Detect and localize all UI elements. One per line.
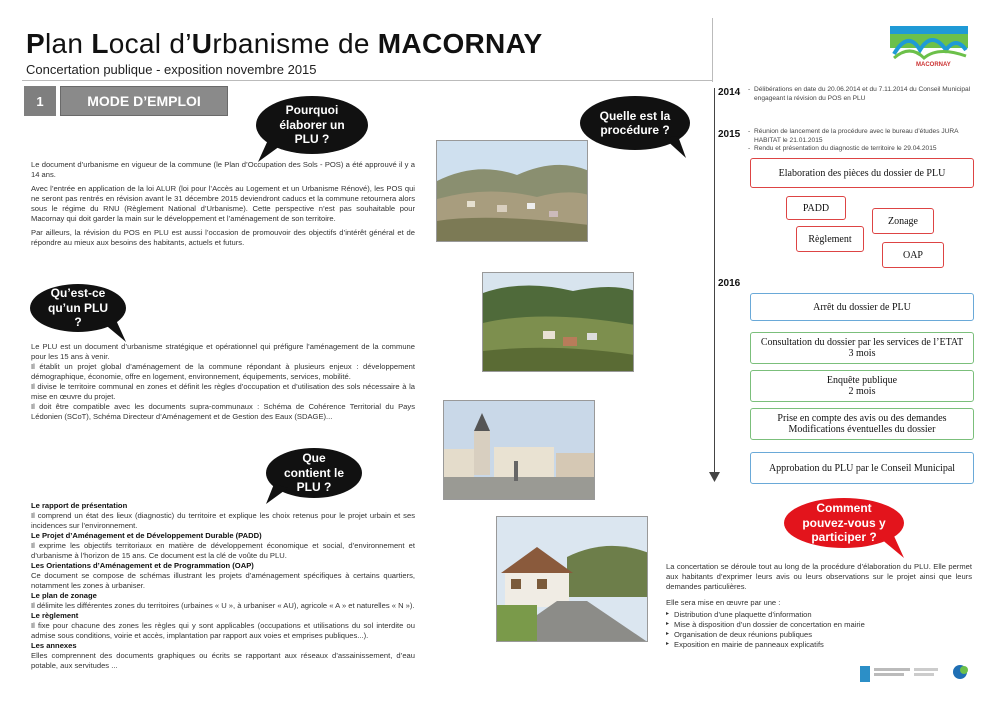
- step-zonage-label: Zonage: [888, 215, 918, 227]
- list-item: ▸ Organisation de deux réunions publiques: [666, 630, 972, 640]
- list-item: ▸ Exposition en mairie de panneaux explicatifs: [666, 640, 972, 650]
- step-oap-label: OAP: [902, 249, 923, 261]
- bubble-participer-tail: [880, 536, 906, 560]
- contient-heading: Les annexes: [31, 641, 77, 651]
- quest-paragraph: Il établit un projet global d’aménagement de la commune répondant à plusieurs enjeux : développement démographique, économie, offre en logement, environnement, équipements, services, mobilité.: [31, 362, 415, 382]
- bubble-procedure-text: Quelle est la procédure ?: [599, 108, 671, 137]
- year-2015-events: [748, 128, 974, 154]
- step-prise-sublabel: Modifications éventuelles du dossier: [788, 424, 936, 435]
- timeline-event: - Rendu et présentation du diagnostic de territoire le 29.04.2015: [748, 145, 974, 154]
- header-divider: [22, 80, 712, 81]
- quest-paragraph: Il doit être compatible avec les documents supra-communaux : Schéma de Cohérence Territorial du Pays Lédonien (SCoT), Schéma Directeur d’Aménagement et de Gestion des Eaux (SDAGE)...: [31, 402, 415, 422]
- contient-heading: Le règlement: [31, 611, 79, 621]
- photo-church-square: [443, 400, 595, 500]
- contient-body: Il délimite les différentes zones du territoires (urbaines « U », à urbaniser « AU), agricole « A » et naturelles « N »).: [31, 601, 415, 611]
- quest-paragraph: Le PLU est un document d’urbanisme stratégique et opérationnel qui préfigure l’aménagement de la commune pour les 15 ans à venir.: [31, 342, 415, 362]
- partner-logos: [860, 662, 978, 684]
- title-part: ocal d’: [108, 28, 192, 59]
- timeline-arrow-icon: [709, 472, 720, 482]
- step-prise-label: Prise en compte des avis ou des demandes: [777, 413, 947, 424]
- quest-paragraph: Il divise le territoire communal en zones et définit les règles d’occupation et d’utilisation des sols nécessaire à la mise en œuvre du projet.: [31, 382, 415, 402]
- step-enquete-label: Enquête publique: [826, 375, 898, 386]
- title-part: lan: [44, 28, 92, 59]
- timeline-event: - Réunion de lancement de la procédure avec le bureau d’études JURA HABITAT le 21.01.2015: [748, 128, 974, 145]
- participer-intro: Elle sera mise en œuvre par une :: [666, 598, 781, 608]
- contient-body: Il exprime les objectifs territoriaux en matière de développement économique et social, d’environnement et d’urbanisme à l’horizon de 15 ans. Ce document est la clé de voûte du PLU.: [31, 541, 415, 561]
- contient-item: [31, 641, 415, 671]
- section-number: 1: [24, 86, 56, 116]
- step-approbation-label: Approbation du PLU par le Conseil Municipal: [768, 462, 956, 474]
- contient-body: Il fixe pour chacune des zones les règles qui y sont applicables (occupations et utilisations du sol interdite ou admise sous conditions, voirie et accès, implantation par rapport aux voies et emprises publiques...).: [31, 621, 415, 641]
- step-approbation: [750, 452, 974, 484]
- bubble-pourquoi-text: Pourquoi élaborer un PLU ?: [279, 103, 345, 147]
- contient-heading: Le rapport de présentation: [31, 501, 128, 510]
- contient-heading: Le plan de zonage: [31, 591, 97, 601]
- photo-village-panorama: [436, 140, 588, 242]
- contient-heading: Le Projet d’Aménagement et de Développement Durable (PADD): [31, 531, 262, 541]
- step-enquete: [750, 370, 974, 402]
- title-part: U: [191, 28, 213, 59]
- list-item: ▸ Mise à disposition d’un dossier de concertation en mairie: [666, 620, 972, 630]
- title-part: P: [26, 28, 45, 59]
- timeline-line: [714, 88, 715, 476]
- contient-body: Il comprend un état des lieux (diagnostic) du territoire et explique les choix retenus pour le projet urbain et ses incidences sur l’environnement.: [31, 511, 415, 531]
- section-title: MODE D’EMPLOI: [60, 86, 228, 116]
- timeline-event: - Délibérations en date du 20.06.2014 et du 7.11.2014 du Conseil Municipal engageant la révision du POS en PLU: [748, 86, 974, 103]
- photo-new-houses: [496, 516, 648, 642]
- step-padd-label: PADD: [802, 202, 830, 214]
- contient-text-block: [31, 501, 415, 671]
- step-zonage: [872, 208, 934, 234]
- participer-list: [666, 610, 972, 650]
- contient-item: [31, 501, 415, 531]
- pourquoi-text-block: [31, 160, 415, 252]
- step-prise-en-compte: [750, 408, 974, 440]
- photo-valley: [482, 272, 634, 372]
- step-reglement-label: Règlement: [808, 233, 852, 245]
- title-part: rbanisme de: [212, 28, 378, 59]
- year-2014-events: [748, 86, 974, 103]
- bubble-contient-text: Que contient le PLU ?: [283, 451, 344, 495]
- contient-body: Elles comprennent des documents graphiques ou écrits se rapportant aux réseaux d’assainissement, d’eau potable, aux servitudes ...: [31, 651, 415, 671]
- contient-body: Ce document se compose de schémas illustrant les projets d’aménagement spécifiques à certains quartiers, notamment les zones à urbaniser.: [31, 571, 415, 591]
- bubble-participer-text: Comment pouvez-vous y participer ?: [802, 501, 886, 545]
- contient-heading: Les Orientations d’Aménagement et de Programmation (OAP): [31, 561, 254, 571]
- step-reglement: [796, 226, 864, 252]
- page-subtitle: Concertation publique - exposition novembre 2015: [26, 62, 317, 77]
- year-2016: 2016: [718, 278, 741, 289]
- title-part: L: [91, 28, 109, 59]
- step-oap: [882, 242, 944, 268]
- step-consultation-duration: 3 mois: [848, 348, 876, 359]
- step-elaboration-label: Elaboration des pièces du dossier de PLU: [778, 167, 946, 179]
- quest-text-block: [31, 342, 415, 422]
- page-title: [26, 28, 543, 60]
- header-vertical-divider: [712, 18, 713, 82]
- contient-item: [31, 611, 415, 641]
- participer-text-block: [666, 562, 972, 650]
- title-part: MACORNAY: [377, 28, 543, 59]
- bubble-procedure-tail: [664, 136, 688, 160]
- bubble-quest-tail: [102, 320, 128, 344]
- pourquoi-paragraph: Le document d’urbanisme en vigueur de la commune (le Plan d’Occupation des Sols - POS) a été approuvé il y a 14 ans.: [31, 160, 415, 180]
- contient-item: [31, 531, 415, 561]
- step-enquete-duration: 2 mois: [848, 386, 876, 397]
- step-arret-label: Arrêt du dossier de PLU: [813, 301, 911, 313]
- bubble-quest-text: Qu’est-ce qu’un PLU ?: [48, 286, 108, 330]
- step-padd: [786, 196, 846, 220]
- contient-item: [31, 591, 415, 611]
- list-item: ▸ Distribution d’une plaquette d’information: [666, 610, 972, 620]
- logo-text: MACORNAY: [916, 62, 951, 68]
- contient-item: [31, 561, 415, 591]
- macornay-logo: [890, 24, 970, 76]
- year-2015: 2015: [718, 129, 741, 140]
- pourquoi-paragraph: Avec l’entrée en application de la loi ALUR (loi pour l’Accès au Logement et un Urbanisme Rénové), les POS qui ne seront pas rentrés en révision avant le 31 décembre 2015 deviendront caducs et la commune retournera alors sous le régime du RNU (Règlement National d’Urbanisme). Cette perspective n’est pas souhaitable pour Macornay qui doit garder la main sur le développement et l’aménagement de son territoire.: [31, 184, 415, 224]
- step-arret: [750, 293, 974, 321]
- step-elaboration: [750, 158, 974, 188]
- step-consultation-label: Consultation du dossier par les services de l’ETAT: [760, 337, 964, 348]
- pourquoi-paragraph: Par ailleurs, la révision du POS en PLU est aussi l’occasion de promouvoir des objectifs d’intérêt général et de répondre au mieux aux besoins des habitants, actuels et futurs.: [31, 228, 415, 248]
- participer-paragraph: La concertation se déroule tout au long de la procédure d’élaboration du PLU. Elle permet aux habitants d’exprimer leurs avis ou leurs observations sur le projet ainsi que leurs demandes particulières.: [666, 562, 972, 592]
- step-consultation: [750, 332, 974, 364]
- year-2014: 2014: [718, 87, 741, 98]
